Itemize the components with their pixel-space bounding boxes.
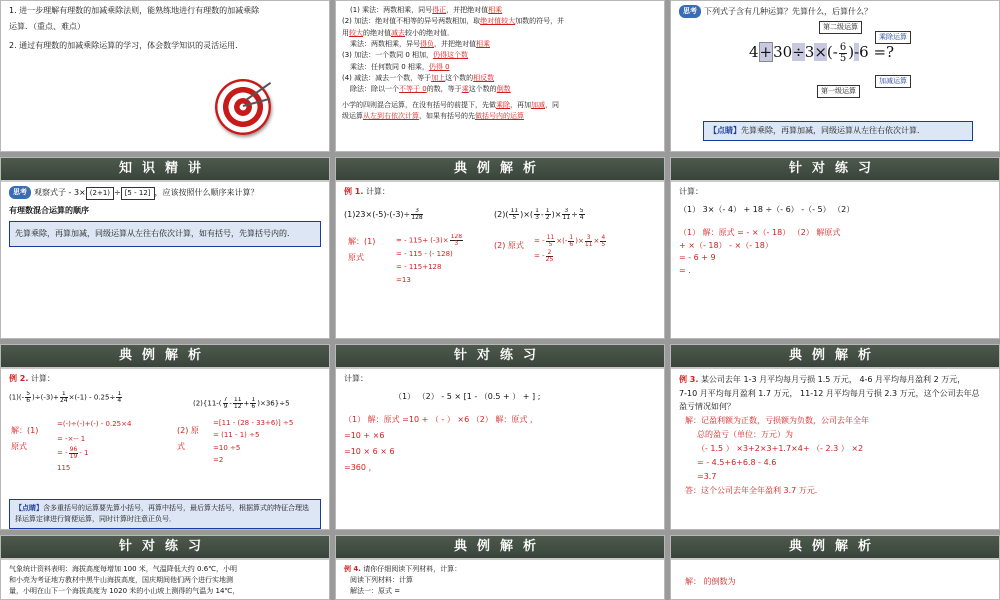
problem-text: 解法一：原式 = (350, 586, 401, 595)
slide-practice-2 (335, 344, 665, 530)
solution-steps: = - 115+ (-3)× $\frac{128}{3}$ = - 115 - (- 128) = - 115+128 =13 (396, 234, 463, 285)
solution-steps: =[11 - (28 - 33+6)] ÷5 = (11 - 1) ÷5 =10 ÷5 =2 (213, 419, 294, 464)
practice-question: （1） （2） - 5 × [1 - （0.5 + ） + ] ; (394, 392, 541, 402)
problem-text: 量，小明在山下一个海拔高度为 1020 米的小山坡上测得的气温为 14℃， (9, 586, 240, 595)
slide-banner: 针对练习 (671, 158, 999, 180)
solution-label: (2) 原式 (494, 241, 524, 250)
problem-text: 盈亏情况如何？ (679, 402, 735, 412)
practice-title: 计算： (344, 374, 368, 383)
think-icon: 思考 (679, 5, 701, 18)
problem-1: (1)23×(-5)-(-3)÷ $\frac{3}{128}$ (344, 208, 423, 222)
solution-label: 解：(1) 原式 (11, 426, 39, 451)
box-level-2: 第二级运算 (819, 21, 862, 34)
slide-banner: 知识精讲 (1, 158, 329, 180)
solution-steps: = - $\frac{11}{5}$ ×(- $\frac{1}{6}$ )× $\frac{3}{11}$ × $\frac{4}{5}$ = - $\frac{2}{25}$ (534, 234, 606, 263)
problem-text: 例 3. 某公司去年 1-3 月平均每月亏损 1.5 万元， 4-6 月平均每月盈利 2 万元， (679, 375, 966, 384)
problem-text: 例 4. 请你仔细阅读下列材料，计算： (344, 565, 462, 573)
slide-think-expression (670, 0, 1000, 152)
tip-box: 【点睛】含多重括号的运算要先算小括号，再算中括号，最后算大括号，根据算式的特征合理选择运算定律进行简便运算，同时计算时注意正负号． (9, 499, 321, 529)
slide-banner: 针对练习 (1, 536, 329, 558)
example-title: 例 2. 计算： (9, 374, 55, 383)
slide-example-3 (670, 344, 1000, 530)
problem-text: 阅读下列材料：计算 (350, 575, 413, 584)
slide-example-4-solution (670, 535, 1000, 600)
section-heading: 有理数混合运算的顺序 (9, 205, 89, 215)
slide-practice-1 (670, 157, 1000, 339)
order-line: 级运算从左到右依次计算，如果有括号的先做括号内的运算 (342, 111, 524, 120)
think-icon: 思考 (9, 186, 31, 199)
problem-1: (1)(- $\frac{5}{6}$ )÷(-3)+ $\frac{1}{24}$ ×(-1) - 0.25÷ $\frac{1}{4}$ (9, 391, 122, 405)
box-addsub: 加减运算 (875, 75, 911, 88)
box-muldiv: 乘除运算 (875, 31, 911, 44)
slide-banner: 典例解析 (336, 536, 664, 558)
objective-1-cont: 运算．（重点、难点） (9, 22, 85, 32)
slide-example-4 (335, 535, 665, 600)
slide-banner: 典例解析 (336, 158, 664, 180)
problem-text: 气象统计资料表明：海拔高度每增加 100 米，气温降低大约 0.6℃，小明 (9, 565, 238, 573)
slide-banner: 典例解析 (671, 536, 999, 558)
solution-label: (2) 原式 (177, 426, 199, 451)
practice-question: （1） 3×（- 4） + 18 ÷（- 6） -（- 5） （2） (679, 205, 855, 215)
rule-line: (3) 加法：一个数同 0 相加，仍得这个数 (342, 51, 469, 60)
rule-line: 乘法：任何数同 0 相乘，仍得 0 (350, 62, 450, 71)
slide-example-2 (0, 344, 330, 530)
think-question: 思考 观察式子 - 3× (2+1) ÷ [5 - 12] ，应该按照什么顺序来计算？ (9, 186, 321, 200)
objective-1: 1. 进一步理解有理数的加减乘除法则，能熟练地进行有理数的加减乘除 (9, 6, 260, 15)
slide-banner: 典例解析 (671, 345, 999, 367)
tip-box: 【点睛】先算乘除，再算加减，同级运算从左往右依次计算． (703, 121, 973, 141)
slide-example-1 (335, 157, 665, 339)
think-question: 思考 下列式子含有几种运算？先算什么，后算什么？ (679, 5, 991, 18)
slide-banner: 典例解析 (1, 345, 329, 367)
rule-line: (4) 减法：减去一个数，等于加上这个数的相反数 (342, 73, 495, 82)
rule-line: 除法：除以一个不等于 0的数，等于乘这个数的倒数 (350, 85, 511, 94)
problem-2: (2)( $\frac{11}{5}$ )×( $\frac{1}{3}$ - $\frac{1}{2}$ )× $\frac{3}{11}$ ÷ $\frac{5}{4}$ (494, 208, 584, 221)
solution-text: 解：记盈利额为正数，亏损额为负数，公司去年全年 总的盈亏（单位：万元）为 （- 1.5 ） ×3+2×3+1.7×4+ （- 2.3 ） ×2 = - 4.5+6+6.8 - 4.6 =3.7 答：这个公司去年全年盈利 3.7 万元． (685, 415, 869, 495)
slide-review-rules (335, 0, 665, 152)
example-title: 例 1. 计算： (344, 187, 390, 196)
objective-2: 2. 通过有理数的加减乘除运算的学习，体会数学知识的灵活运用． (9, 40, 244, 50)
rule-box: 先算乘除，再算加减，同级运算从左往右依次计算，如有括号，先算括号内的． (9, 221, 321, 247)
rule-line: 用较大的绝对值减去较小的绝对值． (342, 28, 454, 37)
practice-answer: （1） 解：原式 =10 + （ - ） ×6 （2） 解：原式 ， =10 + ×6 =10 × 6 × 6 =360 ， (344, 414, 538, 472)
solution-label: 解：(1) 原式 (348, 237, 376, 262)
practice-title: 计算： (679, 187, 703, 196)
problem-text: 和小亮为考证地方教材中黑牛山海拔高度，国庆期间他们两个进行实地测 (9, 575, 233, 584)
solution-text: 解： 的倒数为 (685, 577, 736, 586)
slide-banner: 针对练习 (336, 345, 664, 367)
problem-text: 7-10 月平均每月盈利 1.7 万元， 11-12 月平均每月亏损 2.3 万元，这个公司去年总 (679, 388, 980, 398)
expression: 4+30÷3×(- $\frac{6}{5}$ )-6 =? (749, 41, 895, 64)
rule-line: (1) 乘法：两数相乘，同号得正，并把绝对值相乘 (350, 6, 503, 14)
solution-steps: =(-)÷(-)+(-) - 0.25×4 = -×-- 1 = - $\frac{96}{19}$ - 1 115 (57, 420, 132, 473)
rule-line: 乘法：两数相乘，异号得负，并把绝对值相乘 (350, 39, 490, 48)
rule-line: (2) 加法：绝对值不相等的异号两数相加，取绝对值较大加数的符号，并 (342, 17, 565, 26)
practice-answer: （1） 解：原式 = - ×（- 18） （2） 解原式 + ×（- 18） - ×（- 18） = - 6 + 9 = . (679, 227, 841, 276)
order-line: 小学的四则混合运算，在没有括号的前提下，先做乘除，再加加减，同 (342, 100, 559, 109)
problem-2: (2){11-( $\frac{7}{9}$ - $\frac{11}{12}$ + $\frac{1}{6}$ )×36}÷5 (193, 397, 290, 410)
slide-objectives (0, 0, 330, 152)
slide-practice-3 (0, 535, 330, 600)
box-level-1: 第一级运算 (817, 85, 860, 98)
slide-knowledge (0, 157, 330, 339)
